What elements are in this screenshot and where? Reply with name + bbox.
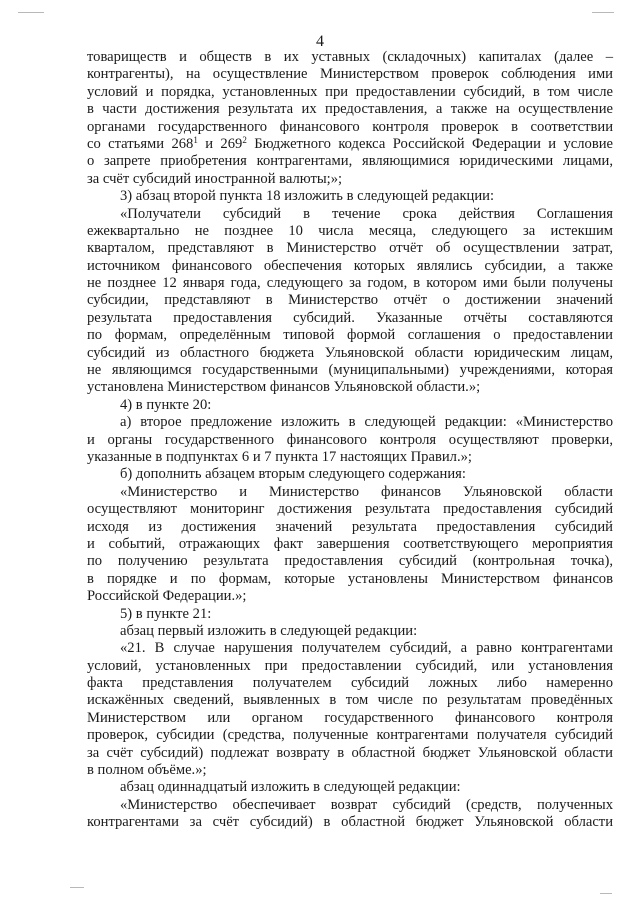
text-line: субсидии, представляют в Министерство отчёт о достижении значений <box>87 292 613 309</box>
text-line: результата предоставления субсидий. Указанные отчёты составляются <box>87 309 613 326</box>
text-line: и органы государственного финансового контроля осуществляют проверки, <box>87 431 613 448</box>
text-line: по получению результата предоставления субсидий (контрольная точка), <box>87 553 613 570</box>
text-line: факта представления получателем субсидий ложных либо намеренно <box>87 675 613 692</box>
text-line: 4) в пункте 20: <box>120 396 212 413</box>
text-line: «21. В случае нарушения получателем субсидий, а равно контрагентами <box>120 640 613 657</box>
text-line: по формам, определённым типовой формой соглашения о предоставлении <box>87 327 613 344</box>
text-line: условий и порядка, установленных при предоставлении субсидий, в том числе <box>87 83 613 100</box>
text-line: «Министерство и Министерство финансов Ульяновской области <box>120 483 613 500</box>
text-line: осуществляют мониторинг достижения результата предоставления субсидий <box>87 501 613 518</box>
text-line: «Министерство обеспечивает возврат субсидий (средств, полученных <box>120 796 613 813</box>
text-line: а) второе предложение изложить в следующей редакции: «Министерство <box>120 414 613 431</box>
text-line: б) дополнить абзацем вторым следующего содержания: <box>120 466 466 483</box>
text-line: субсидий из областного бюджета Ульяновской области юридическим лицам, <box>87 344 613 361</box>
text-line: Министерством или органом государственного финансового контроля <box>87 709 613 726</box>
scan-mark <box>600 893 612 894</box>
text-line: контрагенты), на осуществление Министерством проверок соблюдения ими <box>87 66 613 83</box>
text-line <box>87 136 613 153</box>
text-fragment: и 269 <box>197 135 243 152</box>
text-line: и событий, отражающих факт завершения соответствующего мероприятия <box>87 535 613 552</box>
text-line: кварталом, представляют в Министерство отчёт об осуществлении затрат, <box>87 240 613 257</box>
text-line: 3) абзац второй пункта 18 изложить в следующей редакции: <box>120 188 495 205</box>
text-line: 5) в пункте 21: <box>120 605 212 622</box>
text-line: товариществ и обществ в их уставных (складочных) капиталах (далее – <box>87 49 613 65</box>
text-line: не являющимся государственными (муниципальными) учреждениями, которая <box>87 362 613 379</box>
text-line: ежеквартально не позднее 10 числа месяца, следующего за истекшим <box>87 222 613 239</box>
text-line: за счёт субсидий иностранной валюты;»; <box>87 170 343 187</box>
text-line: искажённых сведений, выявленных в том числе по результатам проведённых <box>87 692 613 709</box>
text-line: абзац одиннадцатый изложить в следующей редакции: <box>120 779 461 796</box>
text-line: исходя из достижения значений результата предоставления субсидий <box>87 518 613 535</box>
text-line: источником финансового обеспечения которых являлись субсидии, а также <box>87 257 613 274</box>
text-line: в порядке и по формам, которые установлены Министерством финансов <box>87 570 613 587</box>
scan-mark <box>18 12 44 13</box>
text-line: в полном объёме.»; <box>87 762 207 779</box>
page-number: 4 <box>316 33 324 50</box>
text-line: за счёт субсидий) подлежат возврату в областной бюджет Ульяновской области <box>87 744 613 761</box>
text-fragment: со статьями 268 <box>87 135 194 152</box>
scan-mark <box>592 12 614 13</box>
text-line: проверок, субсидии (средства, полученные контрагентами получателя субсидий <box>87 727 613 744</box>
superscript: 2 <box>242 134 247 145</box>
text-line: условий, установленных при предоставлении субсидий, или установления <box>87 657 613 674</box>
text-line: контрагентами за счёт субсидий) в областной бюджет Ульяновской области <box>87 814 613 831</box>
text-line: указанные в подпунктах 6 и 7 пункта 17 настоящих Правил.»; <box>87 448 472 465</box>
text-fragment: Бюджетного кодекса Российской Федерации и условие <box>246 135 614 152</box>
scan-mark <box>70 887 84 888</box>
superscript: 1 <box>193 134 198 145</box>
text-line: абзац первый изложить в следующей редакции: <box>120 622 418 639</box>
text-line: о запрете приобретения контрагентами, являющимися юридическими лицами, <box>87 153 613 170</box>
text-line: в части достижения результата их предоставления, а также на осуществление <box>87 101 613 118</box>
text-line: Российской Федерации.»; <box>87 588 247 605</box>
text-line: не позднее 12 января года, следующего за годом, в котором ими были получены <box>87 275 613 292</box>
text-line: установлена Министерством финансов Ульяновской области.»; <box>87 379 481 396</box>
text-line: «Получатели субсидий в течение срока действия Соглашения <box>120 205 613 222</box>
document-body <box>87 49 613 832</box>
text-line: органами государственного финансового контроля проверок в соответствии <box>87 118 613 135</box>
